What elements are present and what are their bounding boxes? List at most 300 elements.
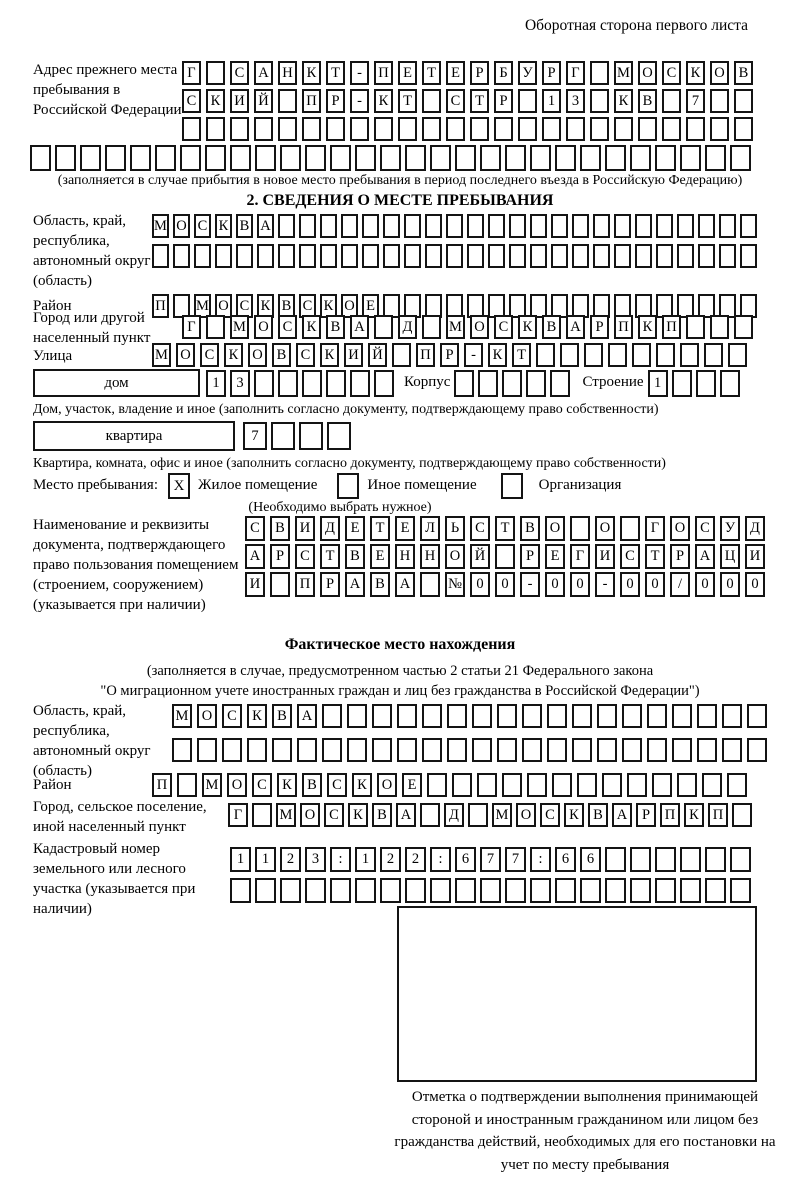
char-box[interactable]: 6 [455, 847, 476, 872]
char-box[interactable]: 1 [355, 847, 376, 872]
char-box[interactable] [656, 343, 675, 367]
char-box[interactable]: С [245, 516, 265, 541]
char-box[interactable] [330, 878, 351, 903]
char-box[interactable]: М [194, 294, 211, 318]
char-box[interactable] [350, 117, 369, 141]
char-box[interactable]: А [254, 61, 273, 85]
char-box[interactable]: - [464, 343, 483, 367]
char-box[interactable]: О [516, 803, 536, 827]
char-box[interactable] [602, 773, 622, 797]
char-box[interactable]: Н [420, 544, 440, 569]
char-box[interactable] [326, 370, 346, 397]
char-box[interactable] [320, 244, 337, 268]
char-box[interactable]: К [352, 773, 372, 797]
char-box[interactable]: № [445, 572, 465, 597]
char-box[interactable] [280, 145, 301, 171]
char-box[interactable] [398, 117, 417, 141]
char-box[interactable]: О [300, 803, 320, 827]
char-box[interactable]: В [370, 572, 390, 597]
char-box[interactable] [397, 704, 417, 728]
char-box[interactable] [347, 704, 367, 728]
char-box[interactable] [593, 214, 610, 238]
char-box[interactable] [652, 773, 672, 797]
char-box[interactable] [580, 145, 601, 171]
char-box[interactable]: 0 [570, 572, 590, 597]
char-box[interactable] [206, 117, 225, 141]
char-box[interactable] [686, 315, 705, 339]
char-box[interactable]: К [224, 343, 243, 367]
char-box[interactable]: 1 [648, 370, 668, 397]
char-box[interactable]: К [277, 773, 297, 797]
char-box[interactable]: - [350, 89, 369, 113]
char-box[interactable]: В [326, 315, 345, 339]
char-box[interactable]: П [614, 315, 633, 339]
char-box[interactable] [495, 544, 515, 569]
char-box[interactable] [272, 738, 292, 762]
char-box[interactable]: К [614, 89, 633, 113]
char-box[interactable]: 0 [620, 572, 640, 597]
char-box[interactable]: С [296, 343, 315, 367]
char-box[interactable] [222, 738, 242, 762]
char-box[interactable] [572, 214, 589, 238]
char-box[interactable]: С [295, 544, 315, 569]
char-box[interactable] [322, 738, 342, 762]
char-box[interactable] [278, 244, 295, 268]
char-box[interactable] [206, 315, 225, 339]
char-box[interactable] [719, 214, 736, 238]
char-box[interactable] [197, 738, 217, 762]
char-box[interactable]: К [247, 704, 267, 728]
char-box[interactable]: Г [228, 803, 248, 827]
char-box[interactable] [206, 61, 225, 85]
char-box[interactable] [383, 214, 400, 238]
char-box[interactable]: Д [444, 803, 464, 827]
char-box[interactable] [254, 117, 273, 141]
house-type-box[interactable]: дом [33, 369, 200, 397]
char-box[interactable]: Е [395, 516, 415, 541]
char-box[interactable] [647, 738, 667, 762]
stay-checkbox-residential[interactable]: X [168, 473, 190, 499]
char-box[interactable]: И [344, 343, 363, 367]
char-box[interactable]: К [686, 61, 705, 85]
char-box[interactable]: Т [495, 516, 515, 541]
char-box[interactable]: 0 [720, 572, 740, 597]
char-box[interactable]: П [302, 89, 321, 113]
char-box[interactable]: П [708, 803, 728, 827]
char-box[interactable] [530, 145, 551, 171]
char-box[interactable] [502, 370, 522, 397]
char-box[interactable] [299, 214, 316, 238]
char-box[interactable]: А [350, 315, 369, 339]
char-box[interactable] [330, 145, 351, 171]
char-box[interactable] [130, 145, 151, 171]
char-box[interactable]: В [302, 773, 322, 797]
char-box[interactable] [278, 370, 298, 397]
char-box[interactable] [622, 704, 642, 728]
char-box[interactable]: К [302, 315, 321, 339]
char-box[interactable]: В [588, 803, 608, 827]
char-box[interactable] [704, 343, 723, 367]
char-box[interactable] [536, 343, 555, 367]
char-box[interactable]: : [430, 847, 451, 872]
char-box[interactable] [509, 244, 526, 268]
char-box[interactable] [505, 878, 526, 903]
char-box[interactable] [278, 89, 297, 113]
char-box[interactable]: М [492, 803, 512, 827]
char-box[interactable] [734, 117, 753, 141]
char-box[interactable] [478, 370, 498, 397]
char-box[interactable] [722, 704, 742, 728]
char-box[interactable] [430, 878, 451, 903]
char-box[interactable] [326, 117, 345, 141]
char-box[interactable] [509, 214, 526, 238]
char-box[interactable] [355, 145, 376, 171]
stay-checkbox-organization[interactable] [501, 473, 523, 499]
char-box[interactable] [530, 214, 547, 238]
char-box[interactable]: П [295, 572, 315, 597]
char-box[interactable] [422, 704, 442, 728]
char-box[interactable]: М [202, 773, 222, 797]
char-box[interactable] [305, 145, 326, 171]
char-box[interactable]: М [446, 315, 465, 339]
stay-checkbox-other-premises[interactable] [337, 473, 359, 499]
char-box[interactable] [593, 244, 610, 268]
char-box[interactable] [430, 145, 451, 171]
char-box[interactable]: 7 [480, 847, 501, 872]
char-box[interactable] [447, 704, 467, 728]
char-box[interactable] [656, 214, 673, 238]
char-box[interactable]: С [182, 89, 201, 113]
char-box[interactable]: С [200, 343, 219, 367]
char-box[interactable]: О [710, 61, 729, 85]
char-box[interactable]: О [173, 214, 190, 238]
char-box[interactable] [467, 244, 484, 268]
char-box[interactable] [597, 738, 617, 762]
char-box[interactable] [468, 803, 488, 827]
char-box[interactable] [247, 738, 267, 762]
char-box[interactable]: Т [326, 61, 345, 85]
char-box[interactable] [551, 244, 568, 268]
char-box[interactable]: К [518, 315, 537, 339]
char-box[interactable] [555, 145, 576, 171]
char-box[interactable] [655, 847, 676, 872]
char-box[interactable]: Е [402, 773, 422, 797]
char-box[interactable]: К [215, 214, 232, 238]
char-box[interactable]: А [245, 544, 265, 569]
char-box[interactable] [555, 878, 576, 903]
char-box[interactable]: И [295, 516, 315, 541]
char-box[interactable] [572, 738, 592, 762]
char-box[interactable] [422, 89, 441, 113]
char-box[interactable]: Р [440, 343, 459, 367]
char-box[interactable] [397, 738, 417, 762]
char-box[interactable]: М [172, 704, 192, 728]
char-box[interactable]: М [276, 803, 296, 827]
char-box[interactable]: И [595, 544, 615, 569]
char-box[interactable] [580, 878, 601, 903]
char-box[interactable]: П [662, 315, 681, 339]
char-box[interactable]: У [518, 61, 537, 85]
char-box[interactable]: Т [398, 89, 417, 113]
char-box[interactable] [698, 214, 715, 238]
char-box[interactable] [182, 117, 201, 141]
char-box[interactable] [341, 214, 358, 238]
char-box[interactable]: С [540, 803, 560, 827]
char-box[interactable]: Г [182, 315, 201, 339]
char-box[interactable] [542, 117, 561, 141]
char-box[interactable]: К [320, 343, 339, 367]
char-box[interactable] [630, 878, 651, 903]
char-box[interactable]: А [345, 572, 365, 597]
char-box[interactable] [302, 370, 322, 397]
char-box[interactable]: О [670, 516, 690, 541]
char-box[interactable] [427, 773, 447, 797]
char-box[interactable] [302, 117, 321, 141]
char-box[interactable]: Ь [445, 516, 465, 541]
char-box[interactable] [422, 315, 441, 339]
char-box[interactable]: О [176, 343, 195, 367]
char-box[interactable]: 2 [280, 847, 301, 872]
char-box[interactable] [728, 343, 747, 367]
char-box[interactable] [355, 878, 376, 903]
char-box[interactable]: А [695, 544, 715, 569]
char-box[interactable] [605, 145, 626, 171]
char-box[interactable] [320, 214, 337, 238]
char-box[interactable] [280, 878, 301, 903]
char-box[interactable] [255, 878, 276, 903]
char-box[interactable] [655, 878, 676, 903]
char-box[interactable] [747, 738, 767, 762]
char-box[interactable] [677, 214, 694, 238]
char-box[interactable] [467, 214, 484, 238]
char-box[interactable] [705, 878, 726, 903]
char-box[interactable]: - [520, 572, 540, 597]
char-box[interactable] [194, 244, 211, 268]
char-box[interactable] [362, 214, 379, 238]
char-box[interactable] [392, 343, 411, 367]
char-box[interactable] [327, 422, 351, 450]
char-box[interactable]: Д [745, 516, 765, 541]
char-box[interactable]: К [374, 89, 393, 113]
char-box[interactable] [614, 214, 631, 238]
char-box[interactable]: Т [320, 544, 340, 569]
char-box[interactable] [614, 117, 633, 141]
char-box[interactable] [105, 145, 126, 171]
char-box[interactable] [697, 704, 717, 728]
char-box[interactable]: В [372, 803, 392, 827]
char-box[interactable]: В [270, 516, 290, 541]
char-box[interactable] [577, 773, 597, 797]
char-box[interactable]: Е [545, 544, 565, 569]
char-box[interactable]: 2 [380, 847, 401, 872]
char-box[interactable] [551, 214, 568, 238]
char-box[interactable] [404, 214, 421, 238]
char-box[interactable]: В [236, 214, 253, 238]
char-box[interactable]: Е [362, 294, 379, 318]
char-box[interactable]: Т [512, 343, 531, 367]
char-box[interactable] [686, 117, 705, 141]
char-box[interactable] [719, 244, 736, 268]
char-box[interactable] [680, 343, 699, 367]
char-box[interactable]: Г [645, 516, 665, 541]
char-box[interactable] [547, 738, 567, 762]
char-box[interactable] [374, 117, 393, 141]
char-box[interactable] [522, 704, 542, 728]
char-box[interactable]: 7 [505, 847, 526, 872]
char-box[interactable] [446, 117, 465, 141]
char-box[interactable]: К [488, 343, 507, 367]
char-box[interactable]: 0 [645, 572, 665, 597]
char-box[interactable]: С [446, 89, 465, 113]
char-box[interactable] [697, 738, 717, 762]
char-box[interactable] [622, 738, 642, 762]
char-box[interactable] [590, 61, 609, 85]
char-box[interactable]: С [494, 315, 513, 339]
char-box[interactable]: С [620, 544, 640, 569]
char-box[interactable]: В [638, 89, 657, 113]
char-box[interactable]: К [302, 61, 321, 85]
char-box[interactable] [547, 704, 567, 728]
char-box[interactable] [734, 89, 753, 113]
char-box[interactable] [502, 773, 522, 797]
char-box[interactable]: : [330, 847, 351, 872]
char-box[interactable]: И [230, 89, 249, 113]
char-box[interactable]: М [230, 315, 249, 339]
char-box[interactable] [405, 145, 426, 171]
char-box[interactable]: К [684, 803, 704, 827]
char-box[interactable]: 7 [243, 422, 267, 450]
char-box[interactable]: С [230, 61, 249, 85]
char-box[interactable] [425, 214, 442, 238]
char-box[interactable]: Р [636, 803, 656, 827]
char-box[interactable] [278, 117, 297, 141]
char-box[interactable]: С [194, 214, 211, 238]
char-box[interactable]: О [227, 773, 247, 797]
char-box[interactable] [152, 244, 169, 268]
char-box[interactable]: А [395, 572, 415, 597]
char-box[interactable] [550, 370, 570, 397]
char-box[interactable]: Н [395, 544, 415, 569]
char-box[interactable] [230, 145, 251, 171]
char-box[interactable]: Р [670, 544, 690, 569]
char-box[interactable] [494, 117, 513, 141]
char-box[interactable]: 6 [555, 847, 576, 872]
apartment-type-box[interactable]: квартира [33, 421, 235, 451]
char-box[interactable] [627, 773, 647, 797]
char-box[interactable] [590, 89, 609, 113]
char-box[interactable] [350, 370, 370, 397]
char-box[interactable] [297, 738, 317, 762]
char-box[interactable] [572, 704, 592, 728]
char-box[interactable] [254, 370, 274, 397]
char-box[interactable] [530, 878, 551, 903]
char-box[interactable] [730, 878, 751, 903]
char-box[interactable] [656, 244, 673, 268]
char-box[interactable]: Д [398, 315, 417, 339]
char-box[interactable] [180, 145, 201, 171]
char-box[interactable]: Д [320, 516, 340, 541]
char-box[interactable] [635, 244, 652, 268]
char-box[interactable] [720, 370, 740, 397]
char-box[interactable]: О [377, 773, 397, 797]
char-box[interactable] [447, 738, 467, 762]
char-box[interactable] [527, 773, 547, 797]
char-box[interactable] [480, 878, 501, 903]
char-box[interactable]: О [254, 315, 273, 339]
char-box[interactable]: О [638, 61, 657, 85]
char-box[interactable]: М [614, 61, 633, 85]
char-box[interactable]: 1 [230, 847, 251, 872]
char-box[interactable] [620, 516, 640, 541]
char-box[interactable] [305, 878, 326, 903]
char-box[interactable]: К [320, 294, 337, 318]
char-box[interactable]: 0 [745, 572, 765, 597]
char-box[interactable]: Р [320, 572, 340, 597]
char-box[interactable]: 7 [686, 89, 705, 113]
char-box[interactable] [672, 370, 692, 397]
char-box[interactable]: В [345, 544, 365, 569]
char-box[interactable] [734, 315, 753, 339]
char-box[interactable]: П [374, 61, 393, 85]
char-box[interactable] [477, 773, 497, 797]
char-box[interactable] [230, 117, 249, 141]
char-box[interactable]: П [416, 343, 435, 367]
char-box[interactable] [425, 244, 442, 268]
char-box[interactable] [380, 878, 401, 903]
char-box[interactable] [605, 878, 626, 903]
char-box[interactable]: П [152, 294, 169, 318]
char-box[interactable] [30, 145, 51, 171]
char-box[interactable]: Р [326, 89, 345, 113]
char-box[interactable] [655, 145, 676, 171]
char-box[interactable]: Л [420, 516, 440, 541]
char-box[interactable] [372, 704, 392, 728]
char-box[interactable] [677, 773, 697, 797]
char-box[interactable]: Г [570, 544, 590, 569]
char-box[interactable] [205, 145, 226, 171]
char-box[interactable] [299, 422, 323, 450]
char-box[interactable] [505, 145, 526, 171]
char-box[interactable] [662, 117, 681, 141]
char-box[interactable]: О [470, 315, 489, 339]
char-box[interactable] [570, 516, 590, 541]
char-box[interactable] [710, 117, 729, 141]
char-box[interactable]: С [695, 516, 715, 541]
char-box[interactable] [572, 244, 589, 268]
char-box[interactable] [630, 847, 651, 872]
char-box[interactable]: Е [345, 516, 365, 541]
char-box[interactable] [597, 704, 617, 728]
char-box[interactable] [257, 244, 274, 268]
char-box[interactable] [177, 773, 197, 797]
char-box[interactable] [680, 145, 701, 171]
char-box[interactable]: В [278, 294, 295, 318]
char-box[interactable] [680, 847, 701, 872]
char-box[interactable] [322, 704, 342, 728]
char-box[interactable]: С [470, 516, 490, 541]
char-box[interactable] [740, 214, 757, 238]
char-box[interactable] [740, 244, 757, 268]
char-box[interactable]: 0 [545, 572, 565, 597]
char-box[interactable]: В [520, 516, 540, 541]
char-box[interactable] [614, 244, 631, 268]
char-box[interactable] [705, 847, 726, 872]
char-box[interactable]: В [542, 315, 561, 339]
char-box[interactable]: М [152, 343, 171, 367]
char-box[interactable]: К [257, 294, 274, 318]
char-box[interactable] [230, 878, 251, 903]
char-box[interactable] [647, 704, 667, 728]
